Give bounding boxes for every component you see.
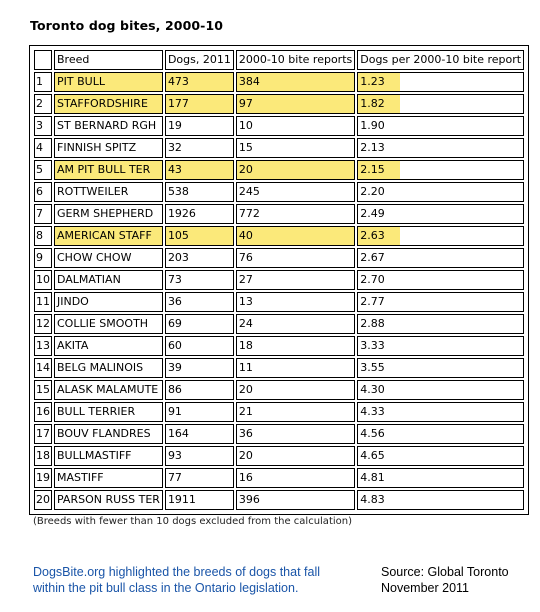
- row-rank: 5: [34, 160, 52, 180]
- row-rank: 3: [34, 116, 52, 136]
- table-row: [34, 204, 524, 224]
- row-rank: 16: [34, 402, 52, 422]
- row-dogs-per-report: 2.49: [357, 204, 524, 224]
- row-dogs-per-report: 2.70: [357, 270, 524, 290]
- source-line: Source: Global Toronto: [381, 565, 509, 579]
- row-dogs-per-report: [357, 160, 524, 180]
- row-dogs-2011: 43: [165, 160, 234, 180]
- row-bite-reports: 11: [236, 358, 355, 378]
- row-bite-reports: 76: [236, 248, 355, 268]
- pit-bull-note: DogsBite.org highlighted the breeds of dogs that fall within the pit bull class in the Ontario legislation.: [33, 565, 320, 595]
- header-rank: [34, 50, 52, 70]
- row-dogs-2011: 19: [165, 116, 234, 136]
- row-dogs-2011: 77: [165, 468, 234, 488]
- page-title: Toronto dog bites, 2000-10: [30, 18, 224, 33]
- row-breed: PARSON RUSS TER: [54, 490, 163, 510]
- table-row: [34, 314, 524, 334]
- row-breed: GERM SHEPHERD: [54, 204, 163, 224]
- table-row: [34, 292, 524, 312]
- row-rank: 10: [34, 270, 52, 290]
- row-dogs-2011: 105: [165, 226, 234, 246]
- table-row: [34, 402, 524, 422]
- table-row: [34, 358, 524, 378]
- row-breed: ST BERNARD RGH: [54, 116, 163, 136]
- row-breed: STAFFORDSHIRE: [54, 94, 163, 114]
- table-row: [34, 270, 524, 290]
- row-breed: BELG MALINOIS: [54, 358, 163, 378]
- row-bite-reports: 245: [236, 182, 355, 202]
- row-dogs-per-report: 2.20: [357, 182, 524, 202]
- row-rank: 19: [34, 468, 52, 488]
- table-row: [34, 182, 524, 202]
- row-bite-reports: 772: [236, 204, 355, 224]
- row-dogs-per-report: 2.67: [357, 248, 524, 268]
- table-row: [34, 226, 524, 246]
- row-dogs-per-report: 4.65: [357, 446, 524, 466]
- ratio-value: 1.23: [360, 75, 385, 88]
- row-dogs-2011: 91: [165, 402, 234, 422]
- row-bite-reports: 384: [236, 72, 355, 92]
- row-rank: 20: [34, 490, 52, 510]
- source-credit: [381, 564, 531, 596]
- row-dogs-per-report: 2.88: [357, 314, 524, 334]
- row-dogs-2011: 39: [165, 358, 234, 378]
- row-breed: DALMATIAN: [54, 270, 163, 290]
- header-breed: Breed: [54, 50, 163, 70]
- row-breed: BOUV FLANDRES: [54, 424, 163, 444]
- row-rank: 8: [34, 226, 52, 246]
- ratio-value: 2.15: [360, 163, 385, 176]
- table-header-row: [34, 50, 524, 70]
- row-breed: PIT BULL: [54, 72, 163, 92]
- row-breed: BULL TERRIER: [54, 402, 163, 422]
- table-row: [34, 94, 524, 114]
- row-dogs-per-report: 3.55: [357, 358, 524, 378]
- ratio-value: 1.82: [360, 97, 385, 110]
- row-rank: 6: [34, 182, 52, 202]
- header-dogs-per-report: Dogs per 2000-10 bite report: [357, 50, 524, 70]
- row-bite-reports: 13: [236, 292, 355, 312]
- row-bite-reports: 10: [236, 116, 355, 136]
- row-rank: 1: [34, 72, 52, 92]
- row-dogs-2011: 1926: [165, 204, 234, 224]
- row-breed: MASTIFF: [54, 468, 163, 488]
- row-bite-reports: 21: [236, 402, 355, 422]
- row-breed: BULLMASTIFF: [54, 446, 163, 466]
- row-bite-reports: 40: [236, 226, 355, 246]
- dog-bites-table-frame: [29, 45, 529, 515]
- table-row: [34, 380, 524, 400]
- header-dogs-2011: Dogs, 2011: [165, 50, 234, 70]
- table-row: [34, 336, 524, 356]
- row-rank: 7: [34, 204, 52, 224]
- row-dogs-per-report: 1.90: [357, 116, 524, 136]
- row-bite-reports: 20: [236, 160, 355, 180]
- row-dogs-2011: 60: [165, 336, 234, 356]
- row-bite-reports: 27: [236, 270, 355, 290]
- row-bite-reports: 36: [236, 424, 355, 444]
- table-row: [34, 138, 524, 158]
- dog-bites-table: [32, 48, 526, 512]
- row-dogs-2011: 86: [165, 380, 234, 400]
- row-dogs-per-report: [357, 94, 524, 114]
- row-dogs-2011: 36: [165, 292, 234, 312]
- row-rank: 13: [34, 336, 52, 356]
- source-date: November 2011: [381, 581, 470, 595]
- table-row: [34, 72, 524, 92]
- row-dogs-per-report: 4.83: [357, 490, 524, 510]
- row-dogs-2011: 473: [165, 72, 234, 92]
- row-bite-reports: 15: [236, 138, 355, 158]
- row-dogs-2011: 73: [165, 270, 234, 290]
- row-bite-reports: 18: [236, 336, 355, 356]
- row-dogs-per-report: [357, 72, 524, 92]
- table-row: [34, 424, 524, 444]
- row-breed: ALASK MALAMUTE: [54, 380, 163, 400]
- row-dogs-2011: 32: [165, 138, 234, 158]
- row-breed: AMERICAN STAFF: [54, 226, 163, 246]
- row-dogs-2011: 203: [165, 248, 234, 268]
- table-row: [34, 160, 524, 180]
- row-dogs-per-report: 4.30: [357, 380, 524, 400]
- row-rank: 9: [34, 248, 52, 268]
- row-bite-reports: 97: [236, 94, 355, 114]
- row-dogs-2011: 177: [165, 94, 234, 114]
- row-rank: 15: [34, 380, 52, 400]
- row-bite-reports: 20: [236, 380, 355, 400]
- table-row: [34, 468, 524, 488]
- row-dogs-2011: 538: [165, 182, 234, 202]
- row-rank: 4: [34, 138, 52, 158]
- row-rank: 12: [34, 314, 52, 334]
- row-breed: COLLIE SMOOTH: [54, 314, 163, 334]
- row-bite-reports: 396: [236, 490, 355, 510]
- row-breed: FINNISH SPITZ: [54, 138, 163, 158]
- row-dogs-per-report: 4.81: [357, 468, 524, 488]
- row-dogs-2011: 164: [165, 424, 234, 444]
- row-rank: 2: [34, 94, 52, 114]
- row-dogs-2011: 69: [165, 314, 234, 334]
- row-dogs-per-report: 4.56: [357, 424, 524, 444]
- row-breed: AM PIT BULL TER: [54, 160, 163, 180]
- table-row: [34, 248, 524, 268]
- table-footnote: (Breeds with fewer than 10 dogs excluded from the calculation): [33, 516, 352, 527]
- row-breed: AKITA: [54, 336, 163, 356]
- row-rank: 14: [34, 358, 52, 378]
- row-breed: JINDO: [54, 292, 163, 312]
- row-breed: ROTTWEILER: [54, 182, 163, 202]
- row-dogs-per-report: [357, 226, 524, 246]
- row-dogs-2011: 93: [165, 446, 234, 466]
- header-bite-reports: 2000-10 bite reports: [236, 50, 355, 70]
- row-bite-reports: 20: [236, 446, 355, 466]
- row-dogs-per-report: 4.33: [357, 402, 524, 422]
- row-rank: 18: [34, 446, 52, 466]
- row-rank: 11: [34, 292, 52, 312]
- ratio-value: 2.63: [360, 229, 385, 242]
- row-breed: CHOW CHOW: [54, 248, 163, 268]
- row-dogs-2011: 1911: [165, 490, 234, 510]
- row-dogs-per-report: 2.13: [357, 138, 524, 158]
- row-bite-reports: 16: [236, 468, 355, 488]
- row-rank: 17: [34, 424, 52, 444]
- row-dogs-per-report: 2.77: [357, 292, 524, 312]
- table-row: [34, 490, 524, 510]
- row-dogs-per-report: 3.33: [357, 336, 524, 356]
- table-row: [34, 116, 524, 136]
- table-row: [34, 446, 524, 466]
- row-bite-reports: 24: [236, 314, 355, 334]
